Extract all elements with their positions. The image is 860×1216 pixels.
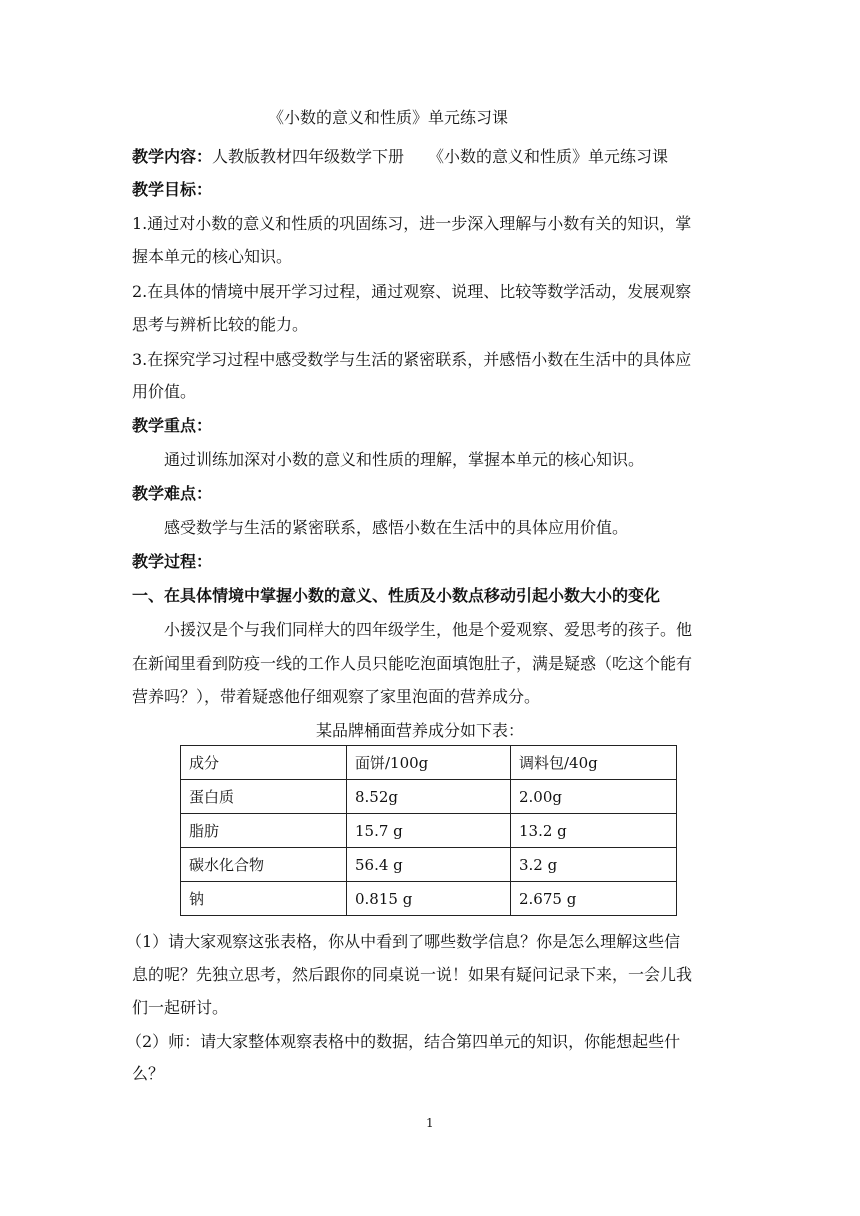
nutrition-table: [180, 745, 677, 916]
table-header-cell: 成分: [181, 746, 347, 780]
table-row: [181, 780, 677, 814]
table-cell: 13.2 g: [511, 814, 677, 848]
table-header-row: [181, 746, 677, 780]
table-cell: 56.4 g: [347, 848, 511, 882]
key-points-text: 通过训练加深对小数的意义和性质的理解，掌握本单元的核心知识。: [164, 450, 645, 469]
table-header-cell: 调料包/40g: [511, 746, 677, 780]
goal-1-line-1: 1.通过对小数的意义和性质的巩固练习，进一步深入理解与小数有关的知识，掌: [132, 214, 692, 233]
teaching-content-line: [132, 146, 668, 168]
page-number: 1: [426, 1116, 434, 1130]
table-cell: 2.675 g: [511, 882, 677, 916]
table-cell: 脂肪: [181, 814, 347, 848]
key-points-label: 教学重点：: [132, 416, 213, 435]
table-cell: 3.2 g: [511, 848, 677, 882]
paragraph-1-line-3: 营养吗？），带着疑惑他仔细观察了家里泡面的营养成分。: [132, 687, 541, 706]
teaching-goals-label: 教学目标：: [132, 180, 213, 199]
table-row: [181, 814, 677, 848]
paragraph-1-line-1: 小援汉是个与我们同样大的四年级学生，他是个爱观察、爱思考的孩子。他: [164, 620, 693, 639]
teaching-content-label: 教学内容：: [132, 147, 213, 166]
goal-2-line-2: 思考与辨析比较的能力。: [132, 315, 309, 334]
question-2-line-1: （2）师：请大家整体观察表格中的数据，结合第四单元的知识，你能想起些什: [126, 1032, 681, 1051]
table-caption: 某品牌桶面营养成分如下表：: [316, 721, 525, 740]
goal-3-line-2: 用价值。: [132, 382, 197, 401]
table-cell: 2.00g: [511, 780, 677, 814]
question-1-line-1: （1）请大家观察这张表格，你从中看到了哪些数学信息？你是怎么理解这些信: [126, 932, 681, 951]
table-cell: 碳水化合物: [181, 848, 347, 882]
table-cell: 8.52g: [347, 780, 511, 814]
question-1-line-2: 息的呢？先独立思考，然后跟你的同桌说一说！如果有疑问记录下来，一会儿我: [132, 965, 693, 984]
goal-1-line-2: 握本单元的核心知识。: [132, 247, 293, 266]
table-cell: 蛋白质: [181, 780, 347, 814]
process-label: 教学过程：: [132, 552, 213, 571]
goal-2-line-1: 2.在具体的情境中展开学习过程，通过观察、说理、比较等数学活动，发展观察: [132, 282, 692, 301]
goal-3-line-1: 3.在探究学习过程中感受数学与生活的紧密联系，并感悟小数在生活中的具体应: [132, 350, 692, 369]
table-cell: 钠: [181, 882, 347, 916]
section-1-heading: 一、在具体情境中掌握小数的意义、性质及小数点移动引起小数大小的变化: [132, 586, 661, 605]
teaching-content-text: 人教版教材四年级数学下册 《小数的意义和性质》单元练习课: [212, 147, 669, 166]
table-cell: 0.815 g: [347, 882, 511, 916]
table-row: [181, 882, 677, 916]
difficulty-text: 感受数学与生活的紧密联系，感悟小数在生活中的具体应用价值。: [164, 518, 629, 537]
table-row: [181, 848, 677, 882]
difficulty-label: 教学难点：: [132, 484, 213, 503]
paragraph-1-line-2: 在新闻里看到防疫一线的工作人员只能吃泡面填饱肚子，满是疑惑（吃这个能有: [132, 654, 693, 673]
question-2-line-2: 么？: [132, 1064, 165, 1083]
table-header-cell: 面饼/100g: [347, 746, 511, 780]
document-title: 《小数的意义和性质》单元练习课: [268, 108, 509, 127]
question-1-line-3: 们一起研讨。: [132, 998, 229, 1017]
table-cell: 15.7 g: [347, 814, 511, 848]
